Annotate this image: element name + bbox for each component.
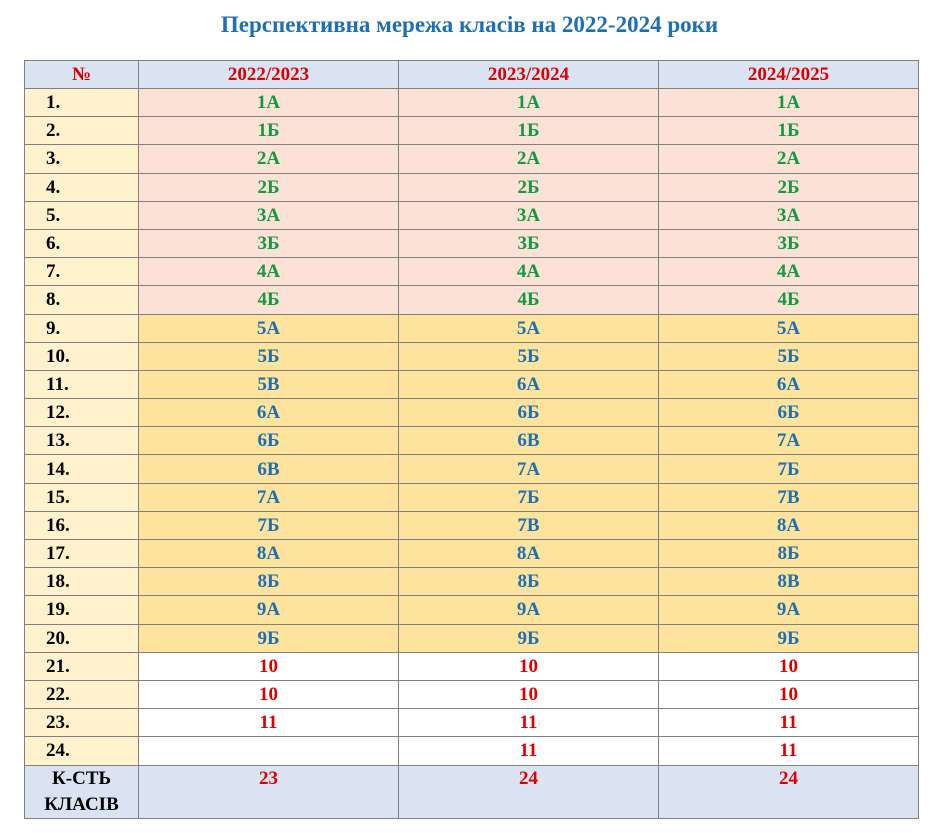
class-cell: 2А (659, 145, 919, 173)
table-row (25, 117, 919, 145)
class-cell: 5Б (399, 342, 659, 370)
table-row (25, 427, 919, 455)
class-cell: 11 (139, 709, 399, 737)
class-cell: 1Б (139, 117, 399, 145)
header-number: № (25, 61, 139, 89)
row-number: 7. (25, 258, 139, 286)
row-number: 23. (25, 709, 139, 737)
total-value: 24 (659, 765, 919, 818)
class-cell: 7Б (659, 455, 919, 483)
class-cell: 10 (659, 652, 919, 680)
table-row (25, 568, 919, 596)
row-number: 13. (25, 427, 139, 455)
class-cell: 7В (659, 483, 919, 511)
row-number: 15. (25, 483, 139, 511)
class-cell: 1А (399, 89, 659, 117)
class-cell: 5В (139, 370, 399, 398)
class-cell: 11 (399, 709, 659, 737)
table-row (25, 652, 919, 680)
class-cell: 8А (399, 540, 659, 568)
class-cell: 6А (139, 399, 399, 427)
class-cell: 5А (139, 314, 399, 342)
class-cell: 6Б (399, 399, 659, 427)
row-number: 17. (25, 540, 139, 568)
class-cell: 6А (659, 370, 919, 398)
table-row (25, 258, 919, 286)
total-value: 23 (139, 765, 399, 818)
class-cell: 9А (659, 596, 919, 624)
row-number: 12. (25, 399, 139, 427)
total-value: 24 (399, 765, 659, 818)
class-cell: 8Б (399, 568, 659, 596)
table-row (25, 511, 919, 539)
table-row (25, 286, 919, 314)
class-cell: 6В (139, 455, 399, 483)
row-number: 1. (25, 89, 139, 117)
class-cell: 9Б (659, 624, 919, 652)
class-network-table (24, 60, 919, 819)
class-cell: 8А (139, 540, 399, 568)
row-number: 10. (25, 342, 139, 370)
row-number: 18. (25, 568, 139, 596)
class-cell: 6Б (139, 427, 399, 455)
row-number: 11. (25, 370, 139, 398)
row-number: 14. (25, 455, 139, 483)
row-number: 20. (25, 624, 139, 652)
class-cell: 1Б (399, 117, 659, 145)
table-row (25, 173, 919, 201)
class-cell: 11 (399, 737, 659, 765)
row-number: 21. (25, 652, 139, 680)
table-row (25, 370, 919, 398)
class-cell: 4А (399, 258, 659, 286)
class-cell: 5А (399, 314, 659, 342)
row-number: 6. (25, 229, 139, 257)
class-cell: 3Б (399, 229, 659, 257)
table-row (25, 540, 919, 568)
class-cell: 10 (399, 652, 659, 680)
class-cell: 9А (139, 596, 399, 624)
class-cell: 4А (139, 258, 399, 286)
page-title: Перспективна мережа класів на 2022-2024 роки (220, 12, 719, 37)
class-cell: 9Б (399, 624, 659, 652)
table-row (25, 455, 919, 483)
class-cell: 7Б (399, 483, 659, 511)
class-cell: 3Б (139, 229, 399, 257)
row-number: 2. (25, 117, 139, 145)
table-row (25, 229, 919, 257)
class-cell: 7А (399, 455, 659, 483)
class-cell: 7В (399, 511, 659, 539)
table-row (25, 342, 919, 370)
row-number: 16. (25, 511, 139, 539)
class-cell: 6В (399, 427, 659, 455)
class-cell: 4А (659, 258, 919, 286)
class-cell: 5Б (659, 342, 919, 370)
class-cell (139, 737, 399, 765)
row-number: 22. (25, 680, 139, 708)
class-cell: 1А (139, 89, 399, 117)
class-cell: 10 (139, 652, 399, 680)
table-row (25, 314, 919, 342)
class-cell: 11 (659, 709, 919, 737)
class-cell: 2Б (399, 173, 659, 201)
header-year: 2022/2023 (139, 61, 399, 89)
row-number: 9. (25, 314, 139, 342)
class-cell: 7Б (139, 511, 399, 539)
class-cell: 8В (659, 568, 919, 596)
class-cell: 11 (659, 737, 919, 765)
row-number: 3. (25, 145, 139, 173)
total-label (25, 765, 139, 818)
row-number: 4. (25, 173, 139, 201)
row-number: 8. (25, 286, 139, 314)
table-row (25, 680, 919, 708)
class-cell: 4Б (659, 286, 919, 314)
class-cell: 3Б (659, 229, 919, 257)
table-row (25, 596, 919, 624)
class-cell: 4Б (399, 286, 659, 314)
class-cell: 10 (659, 680, 919, 708)
total-row (25, 765, 919, 818)
table-row (25, 709, 919, 737)
class-cell: 1А (659, 89, 919, 117)
class-cell: 6Б (659, 399, 919, 427)
class-cell: 3А (659, 201, 919, 229)
table-row (25, 399, 919, 427)
class-cell: 9Б (139, 624, 399, 652)
class-cell: 2Б (139, 173, 399, 201)
table-row (25, 89, 919, 117)
table-body (25, 89, 919, 819)
class-cell: 3А (139, 201, 399, 229)
class-cell: 8Б (139, 568, 399, 596)
class-cell: 7А (139, 483, 399, 511)
table-row (25, 737, 919, 765)
table-row (25, 201, 919, 229)
table-row (25, 483, 919, 511)
class-cell: 2А (399, 145, 659, 173)
table-row (25, 624, 919, 652)
class-cell: 1Б (659, 117, 919, 145)
class-cell: 2А (139, 145, 399, 173)
class-cell: 6А (399, 370, 659, 398)
header-year: 2024/2025 (659, 61, 919, 89)
class-cell: 8Б (659, 540, 919, 568)
class-cell: 5Б (139, 342, 399, 370)
table-row (25, 145, 919, 173)
row-number: 19. (25, 596, 139, 624)
class-cell: 3А (399, 201, 659, 229)
header-year: 2023/2024 (399, 61, 659, 89)
class-cell: 2Б (659, 173, 919, 201)
class-cell: 9А (399, 596, 659, 624)
total-label-line: КЛАСІВ (44, 793, 119, 815)
class-cell: 4Б (139, 286, 399, 314)
row-number: 24. (25, 737, 139, 765)
class-cell: 5А (659, 314, 919, 342)
class-cell: 7А (659, 427, 919, 455)
header-row (25, 61, 919, 89)
total-label-line: К-СТЬ (51, 767, 112, 789)
class-cell: 8А (659, 511, 919, 539)
class-cell: 10 (399, 680, 659, 708)
class-cell: 10 (139, 680, 399, 708)
row-number: 5. (25, 201, 139, 229)
